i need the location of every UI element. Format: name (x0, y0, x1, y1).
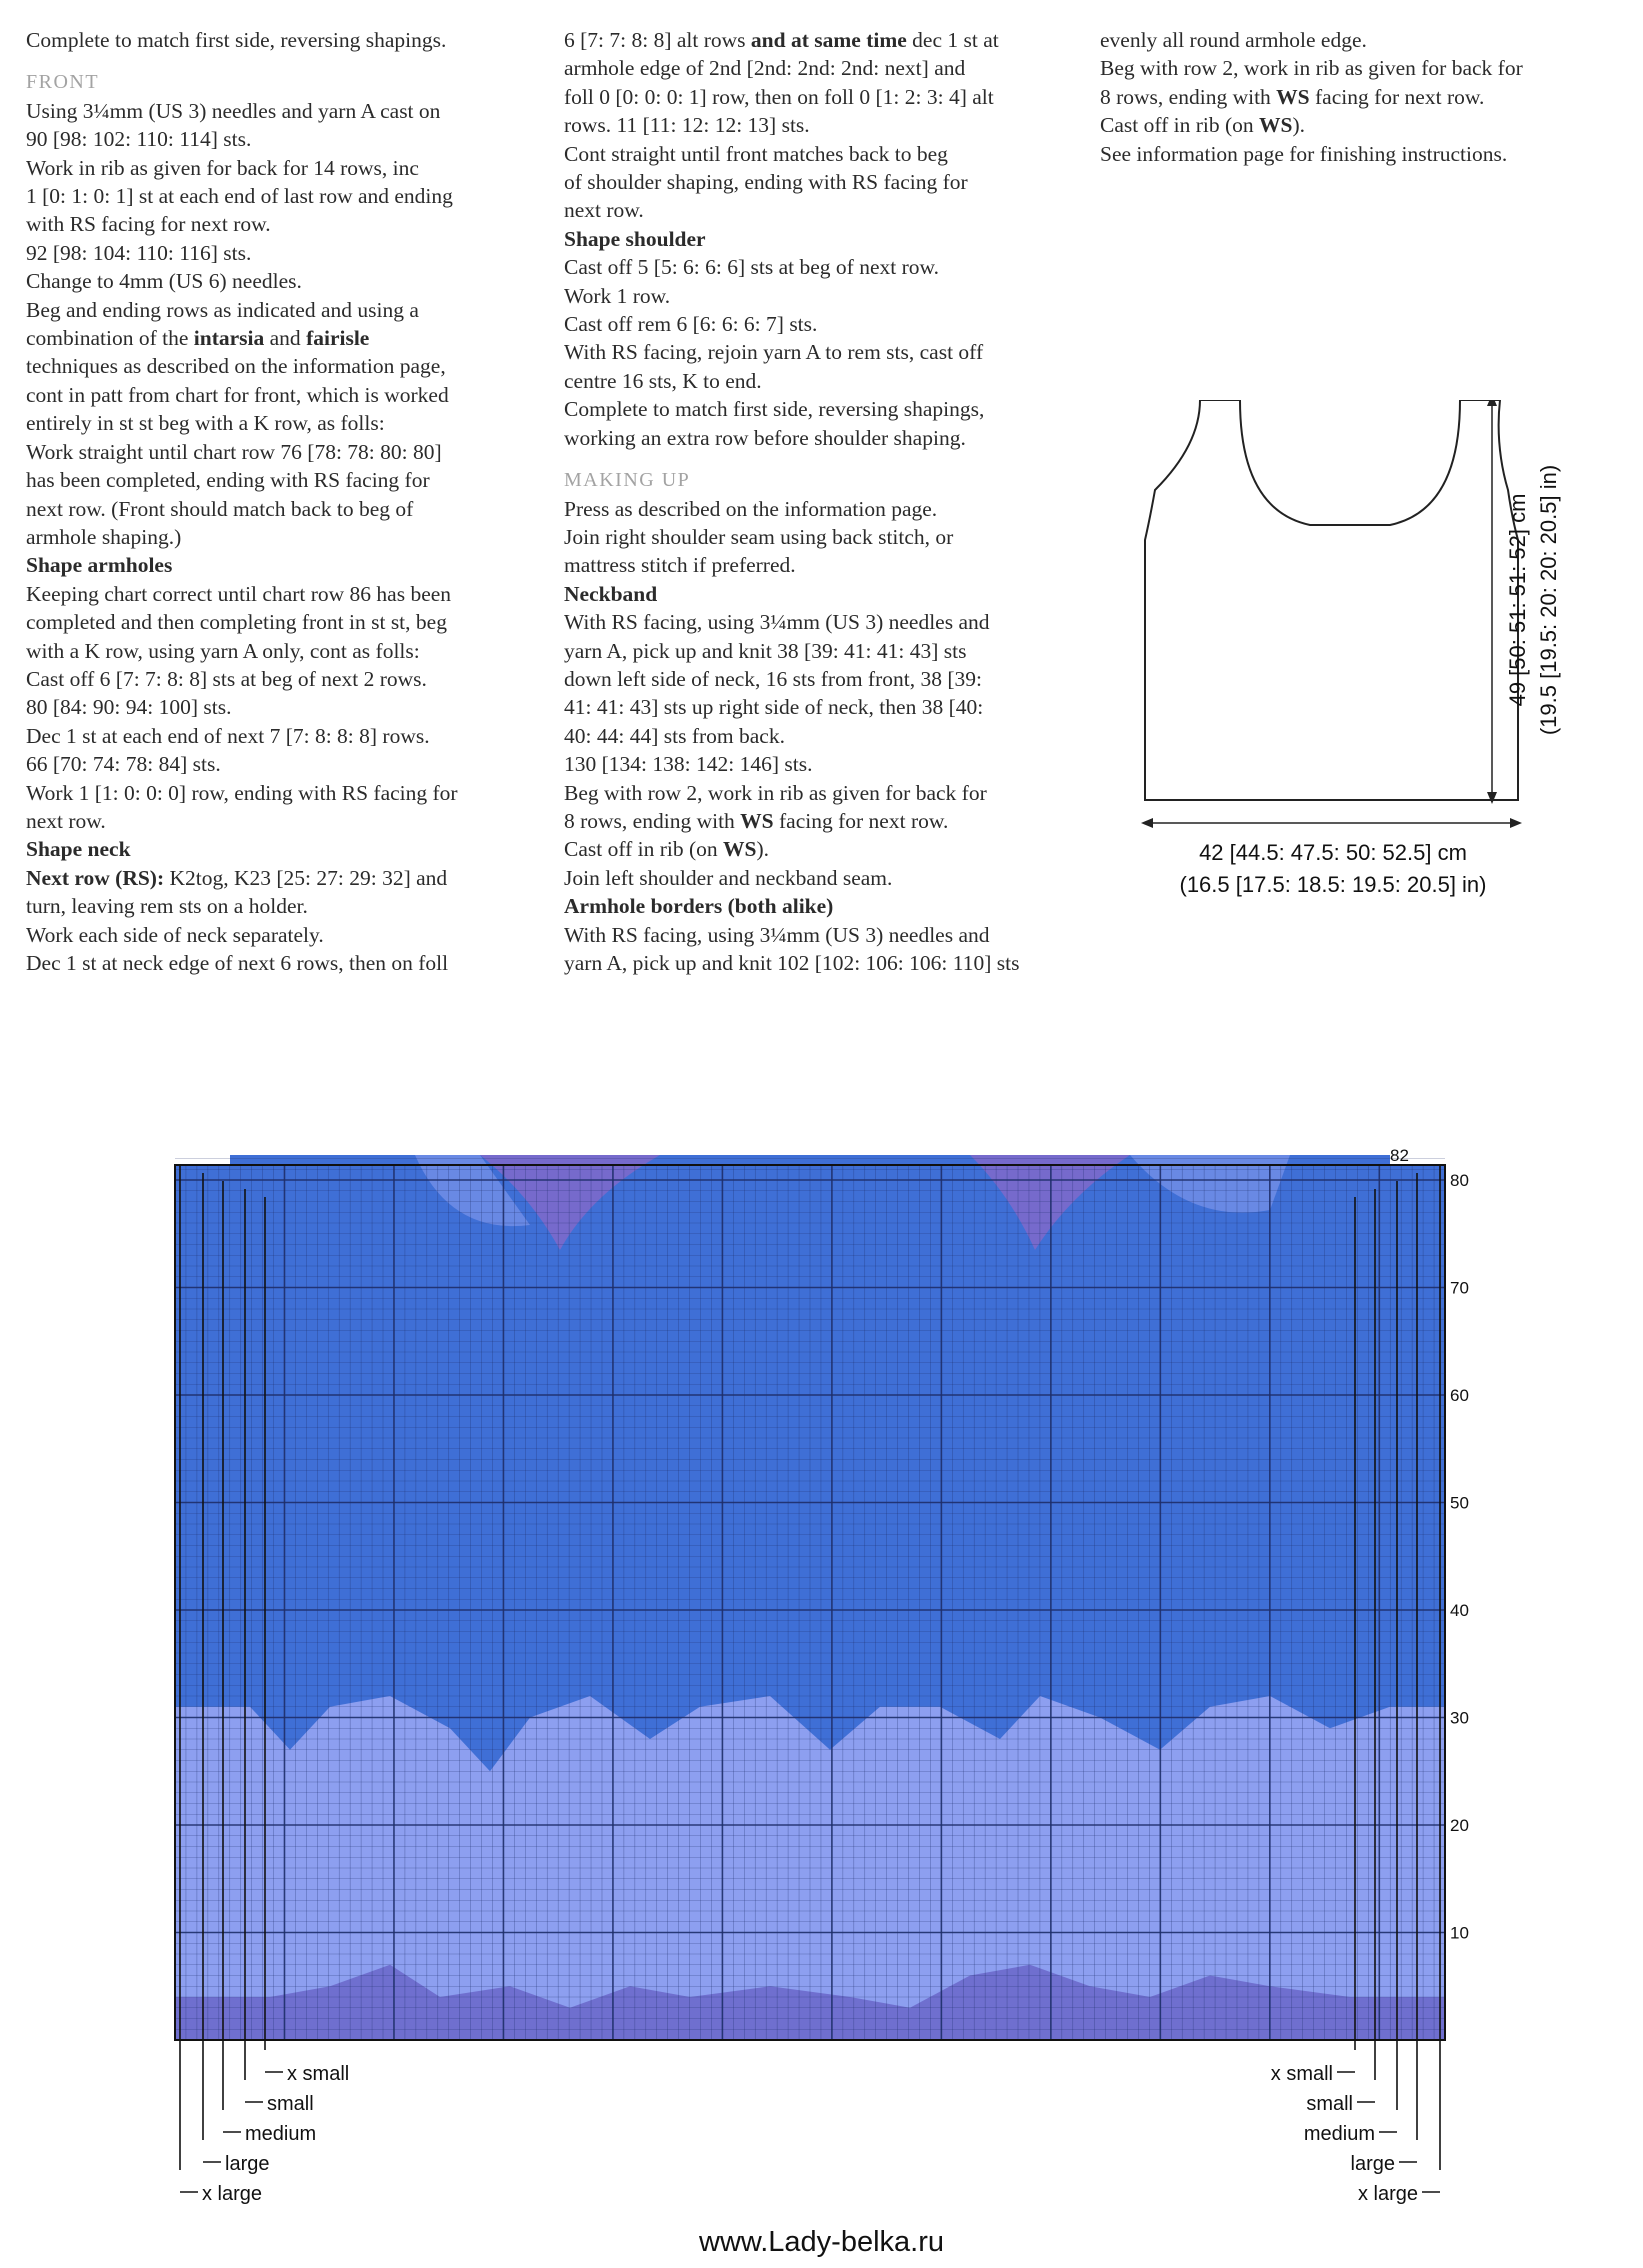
instruction-line: With RS facing, using 3¼mm (US 3) needles and (564, 922, 990, 947)
instruction-line: completed and then completing front in st st, beg (26, 610, 447, 635)
section-heading: Shape armholes (26, 553, 173, 578)
chart-row-label: 30 (1450, 1708, 1469, 1728)
instruction-line: armhole edge of 2nd [2nd: 2nd: 2nd: next] and (564, 56, 966, 81)
instruction-line: of shoulder shaping, ending with RS facing for (564, 170, 968, 195)
size-label-right: x small (1270, 2063, 1333, 2085)
instruction-line: evenly all round armhole edge. (1100, 28, 1367, 52)
instruction-line: Cast off in rib (on WS). (1100, 113, 1306, 138)
width-label-cm: 42 [44.5: 47.5: 50: 52.5] cm (1199, 840, 1467, 865)
instruction-line: See information page for finishing instructions. (1100, 141, 1508, 166)
instruction-line: Press as described on the information page. (564, 496, 938, 521)
length-arrow-head-bottom (1487, 792, 1497, 804)
instruction-line: next row. (Front should match back to beg of (26, 496, 414, 521)
instruction-line: Join right shoulder seam using back stitch, or (564, 524, 954, 549)
instruction-line: rows. 11 [11: 12: 12: 13] sts. (564, 113, 810, 138)
instruction-line: With RS facing, using 3¼mm (US 3) needles and (564, 610, 990, 635)
instruction-line: with a K row, using yarn A only, cont as folls: (26, 638, 420, 663)
section-heading: Shape neck (26, 837, 131, 862)
instruction-line: 6 [7: 7: 8: 8] alt rows and at same time dec 1 st at (564, 28, 999, 52)
chart-row-label: 50 (1450, 1493, 1469, 1513)
size-label-left: x small (287, 2063, 350, 2085)
instruction-line: 80 [84: 90: 94: 100] sts. (26, 695, 232, 720)
chart-row-label: 60 (1450, 1386, 1469, 1405)
section-title: FRONT (26, 71, 100, 94)
size-label-right: large (1350, 2153, 1395, 2175)
instruction-line: Dec 1 st at each end of next 7 [7: 8: 8: 8] rows. (26, 723, 430, 748)
garment-diagram (1120, 400, 1640, 920)
instruction-line: Complete to match first side, reversing shapings, (564, 397, 985, 422)
instruction-line: Work straight until chart row 76 [78: 78: 80: 80] (26, 439, 442, 464)
chart-row-label: 10 (1450, 1923, 1469, 1943)
instruction-line: working an extra row before shoulder shaping. (564, 425, 966, 450)
footer-watermark: www.Lady-belka.ru (699, 2226, 944, 2258)
chart-top-row-label: 82 (1390, 1146, 1409, 1165)
instruction-line: entirely in st st beg with a K row, as folls: (26, 411, 385, 436)
knitting-chart (150, 1140, 1500, 2240)
instruction-line: turn, leaving rem sts on a holder. (26, 894, 308, 919)
instruction-line: Dec 1 st at neck edge of next 6 rows, then on foll (26, 951, 449, 975)
instruction-line: Beg with row 2, work in rib as given for back for (1100, 56, 1523, 81)
instruction-line: techniques as described on the information page, (26, 354, 446, 379)
size-label-right: x large (1357, 2183, 1418, 2205)
instruction-line: Using 3¼mm (US 3) needles and yarn A cast on (26, 98, 441, 123)
size-label-right: medium (1303, 2123, 1375, 2145)
instruction-line: Beg and ending rows as indicated and using a (26, 297, 419, 322)
instruction-line: Work each side of neck separately. (26, 922, 324, 947)
chart-row-label: 80 (1450, 1171, 1469, 1190)
instruction-line: 90 [98: 102: 110: 114] sts. (26, 127, 252, 152)
garment-outline (1145, 400, 1518, 800)
instruction-line: yarn A, pick up and knit 102 [102: 106: 106: 110] sts (564, 951, 1020, 975)
instruction-line: 92 [98: 104: 110: 116] sts. (26, 240, 252, 265)
instruction-line: 1 [0: 1: 0: 1] st at each end of last row and ending (26, 184, 453, 209)
instruction-line: 40: 44: 44] sts from back. (564, 723, 785, 748)
instruction-line: Beg with row 2, work in rib as given for back for (564, 780, 987, 805)
chart-row-label: 20 (1450, 1816, 1469, 1835)
instruction-line: Keeping chart correct until chart row 86 has been (26, 581, 452, 606)
instruction-line: has been completed, ending with RS facing for (26, 468, 430, 493)
instruction-line: Join left shoulder and neckband seam. (564, 865, 893, 890)
instruction-line: Cast off in rib (on WS). (564, 837, 770, 862)
chart-row-label: 70 (1450, 1278, 1469, 1298)
instruction-line: 41: 41: 43] sts up right side of neck, then 38 [40: (564, 695, 984, 720)
instruction-line: with RS facing for next row. (26, 212, 271, 237)
width-arrow-head-right (1510, 818, 1522, 828)
instruction-line: armhole shaping.) (26, 524, 182, 549)
instruction-line: Work 1 [1: 0: 0: 0] row, ending with RS facing for (26, 780, 458, 805)
instruction-line: With RS facing, rejoin yarn A to rem sts, cast off (564, 340, 984, 365)
instruction-line: Cont straight until front matches back to beg (564, 141, 948, 166)
instruction-line: mattress stitch if preferred. (564, 553, 796, 578)
section-heading: Armhole borders (both alike) (564, 894, 834, 919)
instruction-line: Cast off 6 [7: 7: 8: 8] sts at beg of next 2 rows. (26, 666, 427, 691)
instruction-line: Next row (RS): K2tog, K23 [25: 27: 29: 32] and (26, 865, 448, 890)
instruction-line: Work 1 row. (564, 283, 671, 308)
instruction-line: 8 rows, ending with WS facing for next row. (1100, 84, 1485, 109)
instruction-line: Cast off 5 [5: 6: 6: 6] sts at beg of next row. (564, 255, 940, 280)
size-label-right: small (1306, 2093, 1353, 2115)
length-label-in: (19.5 [19.5: 20: 20: 20.5] in) (1536, 464, 1561, 736)
size-label-left: large (225, 2153, 270, 2175)
instruction-line: 130 [134: 138: 142: 146] sts. (564, 752, 813, 777)
instruction-line: combination of the intarsia and fairisle (26, 326, 370, 351)
width-arrow-head-left (1141, 818, 1153, 828)
instruction-line: next row. (26, 808, 106, 833)
section-heading: Shape shoulder (564, 226, 706, 251)
section-heading: Neckband (564, 581, 658, 606)
section-title: MAKING UP (564, 469, 691, 492)
instruction-line: yarn A, pick up and knit 38 [39: 41: 41: 43] sts (564, 638, 967, 663)
instruction-line: Complete to match first side, reversing shapings. (26, 28, 447, 52)
instruction-line: down left side of neck, 16 sts from front, 38 [39: (564, 666, 982, 691)
length-label-cm: 49 [50: 51: 51: 52] cm (1505, 493, 1530, 707)
instructions-column-3 (1100, 26, 1610, 168)
chart-row-label: 40 (1450, 1601, 1469, 1620)
instruction-line: 8 rows, ending with WS facing for next row. (564, 808, 949, 833)
instruction-line: Work in rib as given for back for 14 rows, inc (26, 155, 419, 180)
instruction-line: centre 16 sts, K to end. (564, 368, 762, 393)
width-label-in: (16.5 [17.5: 18.5: 19.5: 20.5] in) (1179, 872, 1487, 897)
instructions-column-1 (26, 26, 541, 977)
size-label-left: medium (245, 2123, 317, 2145)
instruction-line: next row. (564, 198, 644, 223)
instruction-line: Change to 4mm (US 6) needles. (26, 269, 302, 294)
instruction-line: 66 [70: 74: 78: 84] sts. (26, 752, 221, 777)
size-label-left: x large (202, 2183, 263, 2205)
size-label-left: small (267, 2093, 314, 2115)
instruction-line: foll 0 [0: 0: 0: 1] row, then on foll 0 [1: 2: 3: 4] alt (564, 84, 994, 109)
instruction-line: Cast off rem 6 [6: 6: 6: 7] sts. (564, 312, 818, 337)
instructions-column-2 (564, 26, 1074, 977)
instruction-line: cont in patt from chart for front, which is worked (26, 382, 449, 407)
